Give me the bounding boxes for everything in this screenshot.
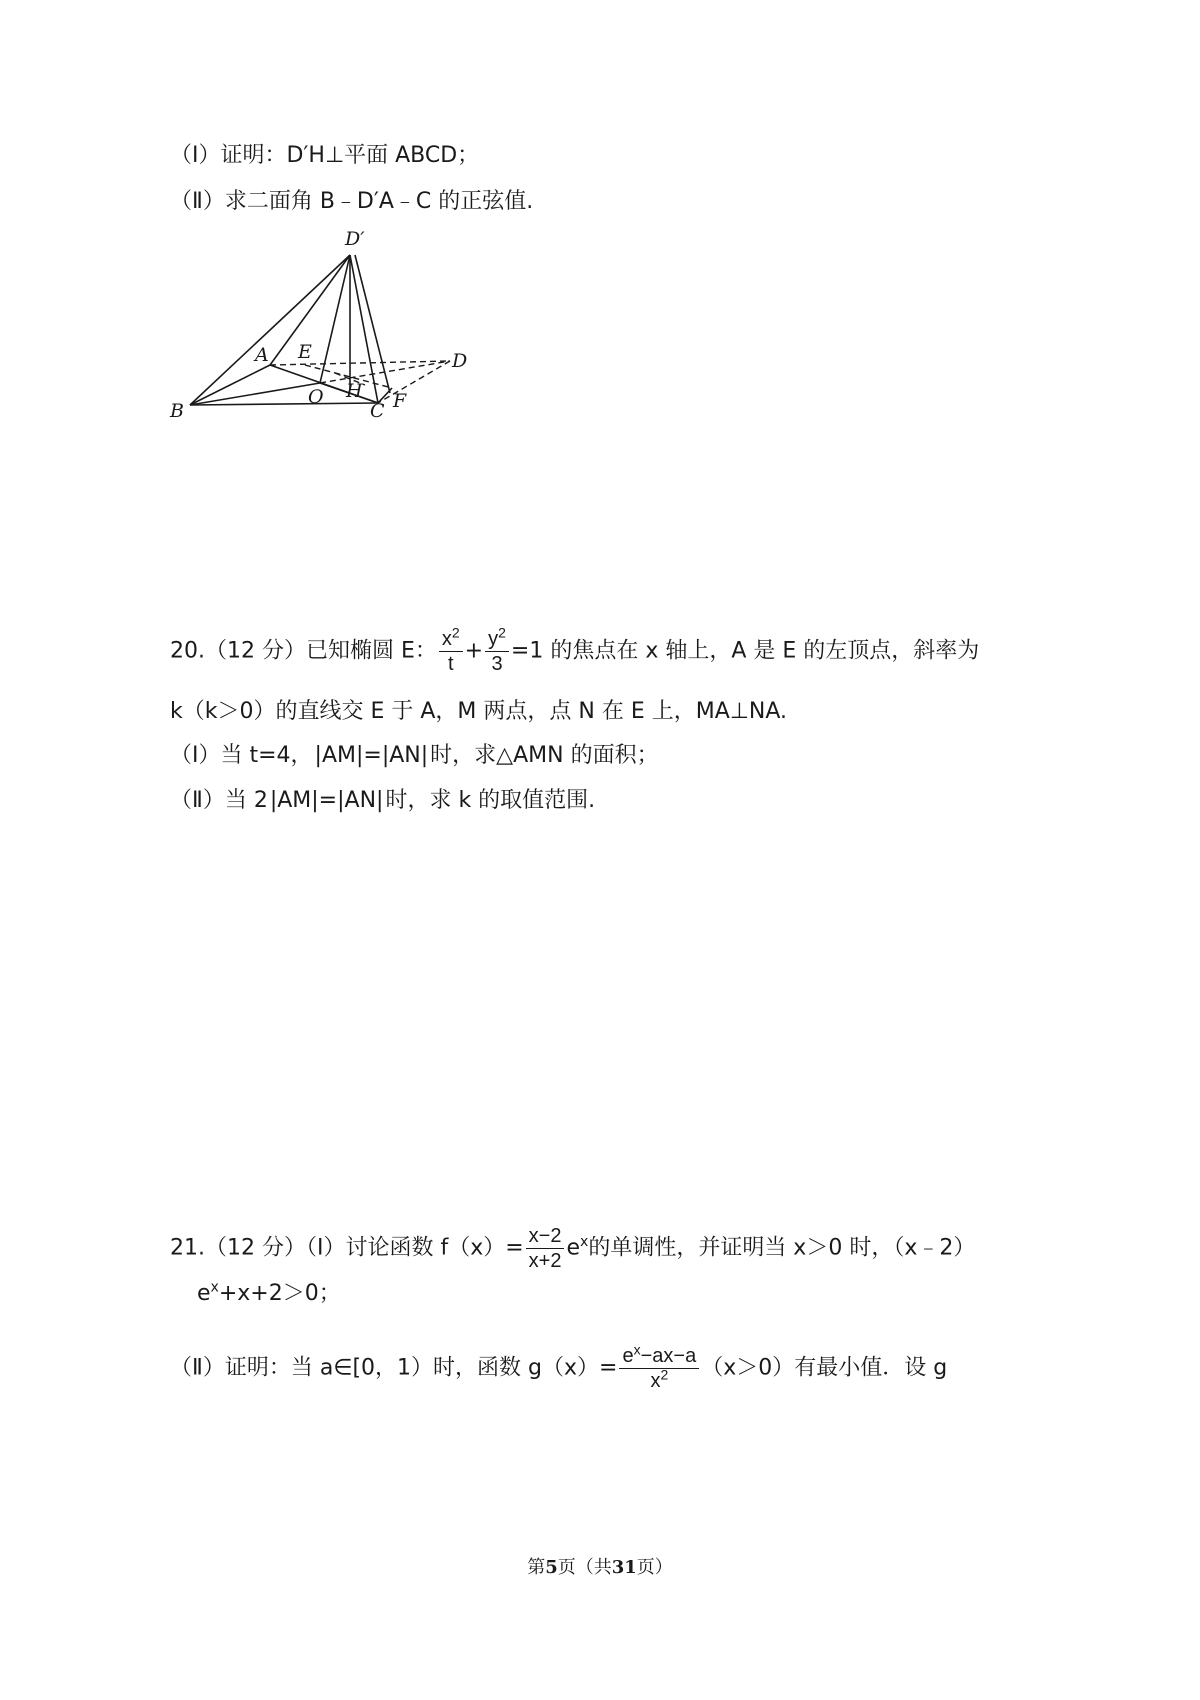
frac-num: y bbox=[488, 628, 499, 650]
frac-num-base: e bbox=[622, 1345, 634, 1367]
line2-rest: +x+2＞0； bbox=[218, 1281, 341, 1306]
q19-part1: （Ⅰ）证明：D′H⊥平面 ABCD； bbox=[170, 143, 480, 168]
frac-num: x−2 bbox=[526, 1224, 565, 1249]
line2-base: e bbox=[197, 1281, 211, 1306]
label-d-prime: D′ bbox=[345, 228, 365, 250]
q21-part2-a: （Ⅱ）证明：当 a∈[0，1）时，函数 g（x）= bbox=[170, 1355, 618, 1381]
q20-part2-a: （Ⅱ）当 2 bbox=[170, 788, 268, 813]
label-b: B bbox=[170, 400, 184, 422]
q20-part1-a: （Ⅰ）当 t=4， bbox=[170, 743, 313, 768]
q19-part2: （Ⅱ）求二面角 B﹣D′A﹣C 的正弦值. bbox=[170, 189, 534, 214]
fraction-g-of-x bbox=[619, 1341, 699, 1393]
q21-after: 的单调性，并证明当 x＞0 时，（x﹣2） bbox=[588, 1235, 976, 1261]
fraction-x-minus-2-over-x-plus-2 bbox=[526, 1224, 565, 1273]
q20-part1-c: 时，求△AMN 的面积； bbox=[430, 743, 659, 768]
q20-part2-c: 时，求 k 的取值范围. bbox=[385, 788, 596, 813]
q20-part2 bbox=[170, 786, 595, 816]
frac-num-sup: 2 bbox=[498, 624, 506, 641]
frac-den-sup: 2 bbox=[660, 1366, 669, 1383]
footer-total-pages: 31 bbox=[611, 1557, 637, 1578]
q20-part1 bbox=[170, 741, 659, 771]
q21-part2 bbox=[170, 1341, 948, 1393]
q20-after: =1 的焦点在 x 轴上，A 是 E 的左顶点，斜率为 bbox=[510, 638, 980, 664]
exp-base: e bbox=[566, 1235, 581, 1261]
page-footer bbox=[0, 1553, 1200, 1579]
q20-line2: k（k＞0）的直线交 E 于 A，M 两点，点 N 在 E 上，MA⊥NA. bbox=[170, 699, 788, 724]
frac-den: x+2 bbox=[528, 1250, 562, 1272]
q21-prefix: 21.（12 分）（Ⅰ）讨论函数 f（x）= bbox=[170, 1235, 524, 1261]
plus-sign: + bbox=[464, 638, 484, 664]
frac-den: t bbox=[447, 653, 454, 675]
frac-num-sup: x bbox=[633, 1341, 641, 1358]
label-f: F bbox=[393, 390, 407, 412]
footer-post: 页） bbox=[636, 1557, 673, 1578]
q21-line1 bbox=[170, 1224, 975, 1273]
q20-part1-b: |AM|=|AN| bbox=[314, 743, 429, 768]
label-d: D bbox=[452, 350, 468, 372]
q20-line1 bbox=[170, 624, 980, 676]
exp-sup: x bbox=[580, 1234, 589, 1251]
pyramid-figure bbox=[160, 225, 490, 425]
q20-prefix: 20.（12 分）已知椭圆 E： bbox=[170, 638, 437, 664]
fraction-x2-over-t bbox=[439, 624, 463, 676]
footer-pre: 第 bbox=[527, 1557, 546, 1578]
label-o: O bbox=[308, 386, 324, 408]
line2-sup: x bbox=[210, 1279, 219, 1296]
frac-num: x bbox=[441, 628, 452, 650]
label-e: E bbox=[298, 341, 312, 363]
label-c: C bbox=[370, 400, 385, 422]
footer-mid: 页（共 bbox=[557, 1557, 612, 1578]
label-h: H bbox=[346, 380, 363, 402]
footer-page-number: 5 bbox=[545, 1557, 558, 1578]
q21-line2 bbox=[197, 1279, 341, 1309]
fraction-y2-over-3 bbox=[485, 624, 509, 676]
edge-a-d-dashed bbox=[270, 361, 450, 365]
frac-num-rest: −ax−a bbox=[640, 1345, 697, 1367]
frac-num-sup: 2 bbox=[451, 624, 460, 641]
frac-den-base: x bbox=[650, 1370, 661, 1392]
q20-part2-b: |AM|=|AN| bbox=[269, 788, 384, 813]
frac-den: 3 bbox=[491, 653, 503, 675]
q21-part2-b: （x＞0）有最小值．设 g bbox=[701, 1355, 948, 1381]
edge-b-c bbox=[190, 403, 378, 405]
label-a: A bbox=[255, 344, 269, 366]
